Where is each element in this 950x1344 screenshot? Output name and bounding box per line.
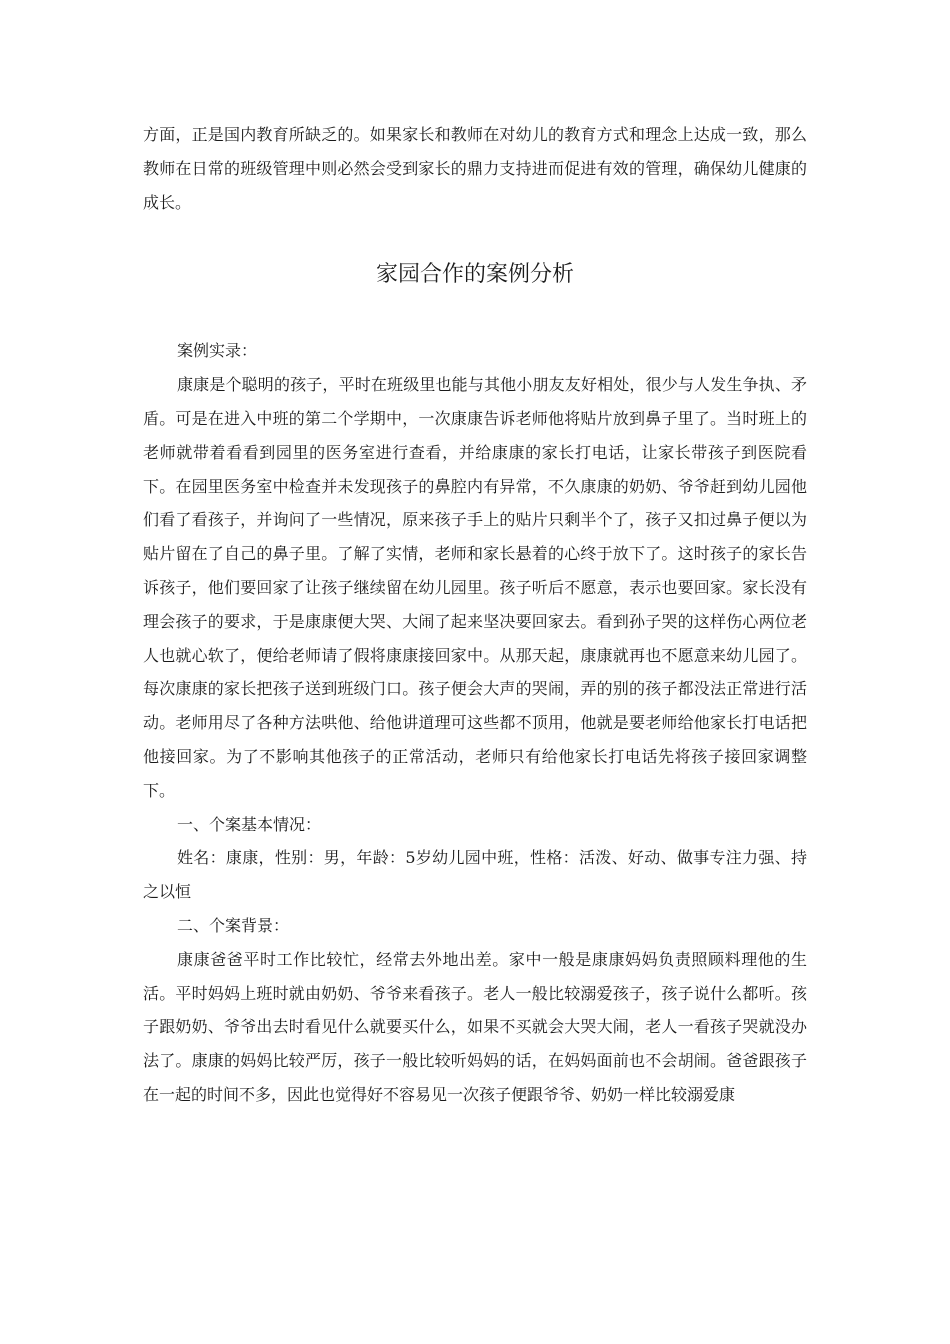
document-page bbox=[143, 118, 807, 1112]
background-paragraph: 康康爸爸平时工作比较忙，经常去外地出差。家中一般是康康妈妈负责照顾料理他的生活。平时妈妈上班时就由奶奶、爷爷来看孩子。老人一般比较溺爱孩子，孩子说什么都听。孩子跟奶奶、爷爷出去时看见什么就要买什么，如果不买就会大哭大闹，老人一看孩子哭就没办法了。康康的妈妈比较严厉，孩子一般比较听妈妈的话，在妈妈面前也不会胡闹。爸爸跟孩子在一起的时间不多，因此也觉得好不容易见一次孩子便跟爷爷、奶奶一样比较溺爱康 bbox=[143, 949, 807, 1104]
section-title: 家园合作的案例分析 bbox=[375, 262, 574, 288]
basic-info-paragraph: 姓名：康康，性别：男，年龄：5岁幼儿园中班，性格：活泼、好动、做事专注力强、持之以恒 bbox=[143, 848, 807, 902]
case-record-paragraph: 康康是个聪明的孩子，平时在班级里也能与其他小朋友友好相处，很少与人发生争执、矛盾。可是在进入中班的第二个学期中，一次康康告诉老师他将贴片放到鼻子里了。当时班上的老师就带着看看到园里的医务室进行查看，并给康康的家长打电话，让家长带孩子到医院看下。在园里医务室中检查并未发现孩子的鼻腔内有异常，不久康康的奶奶、爷爷赶到幼儿园他们看了看孩子，并询问了一些情况，原来孩子手上的贴片只剩半个了，孩子又扣过鼻子便以为贴片留在了自己的鼻子里。了解了实情，老师和家长悬着的心终于放下了。这时孩子的家长告诉孩子，他们要回家了让孩子继续留在幼儿园里。孩子听后不愿意，表示也要回家。家长没有理会孩子的要求，于是康康便大哭、大闹了起来坚决要回家去。看到孙子哭的这样伤心两位老人也就心软了，便给老师请了假将康康接回家中。从那天起，康康就再也不愿意来幼儿园了。每次康康的家长把孩子送到班级门口。孩子便会大声的哭闹，弄的别的孩子都没法正常进行活动。老师用尽了各种方法哄他、给他讲道理可这些都不顶用，他就是要老师给他家长打电话把他接回家。为了不影响其他孩子的正常活动，老师只有给他家长打电话先将孩子接回家调整下。 bbox=[143, 375, 807, 800]
basic-info-heading: 一、个案基本情况： bbox=[177, 814, 322, 834]
background-heading: 二、个案背景： bbox=[177, 915, 290, 935]
case-record-label: 案例实录： bbox=[177, 341, 258, 361]
intro-paragraph: 方面，正是国内教育所缺乏的。如果家长和教师在对幼儿的教育方式和理念上达成一致，那么教师在日常的班级管理中则必然会受到家长的鼎力支持进而促进有效的管理，确保幼儿健康的成长。 bbox=[143, 125, 807, 212]
